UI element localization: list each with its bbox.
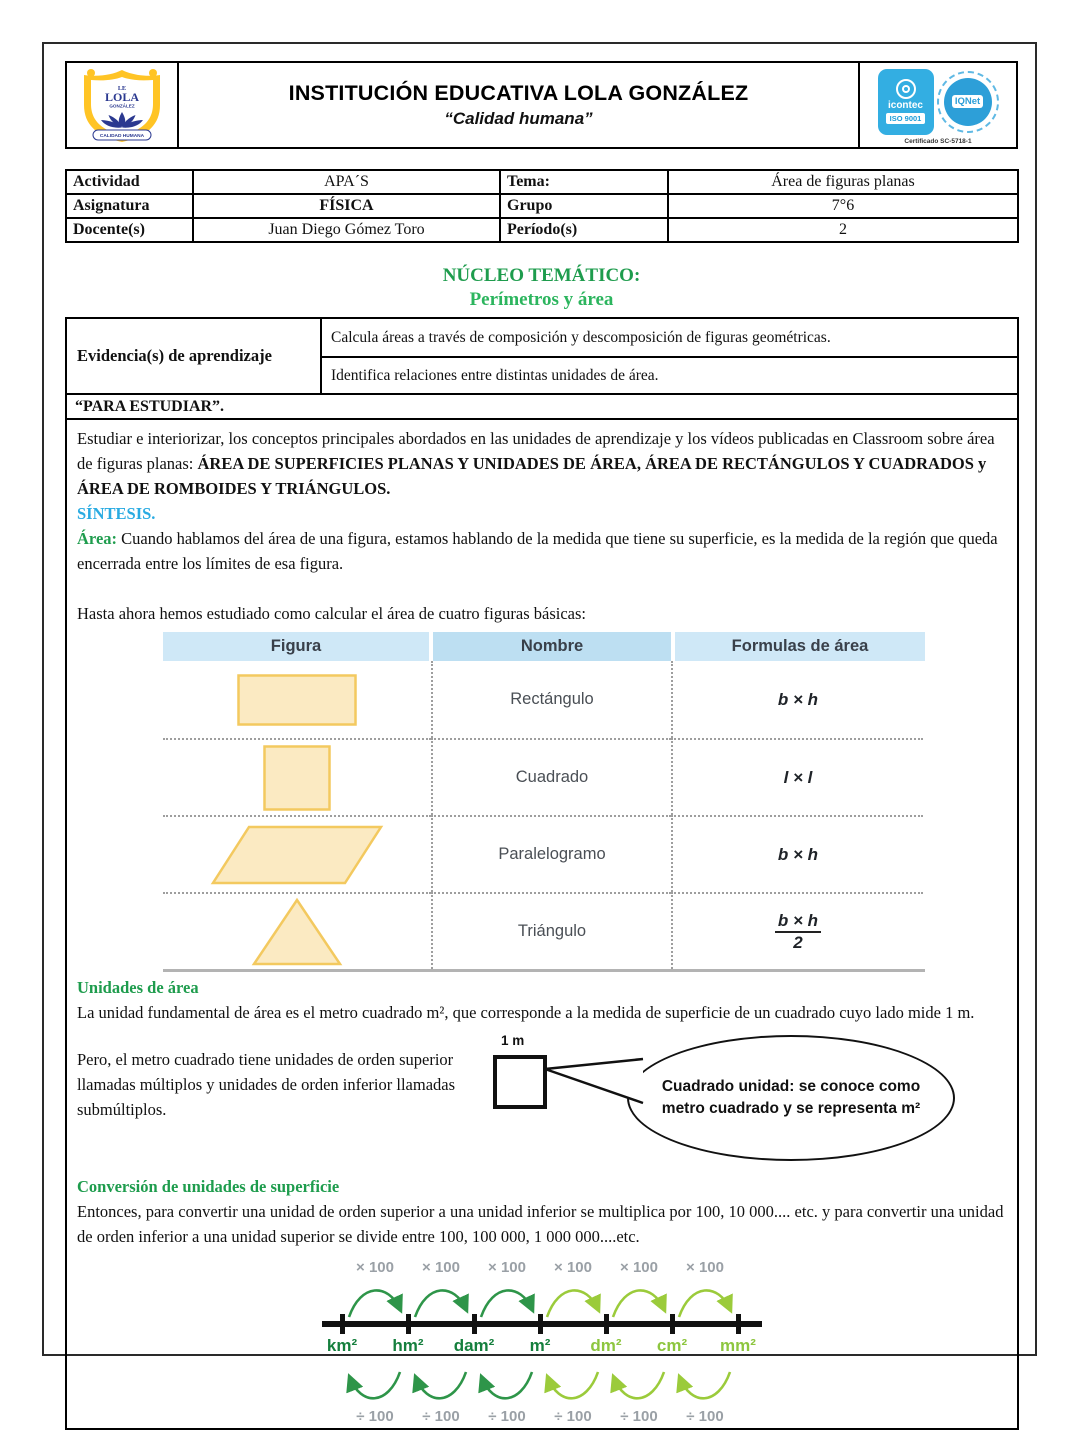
basics-line: Hasta ahora hemos estudiado como calcular el área de cuatro figuras básicas: xyxy=(77,604,586,623)
unidades-paragraph-1: La unidad fundamental de área es el metro cuadrado m², que corresponde a la medida de superficie de un cuadrado cuyo lado mide 1 m. xyxy=(77,1003,975,1022)
number-line xyxy=(322,1321,762,1327)
unit-label: dm² xyxy=(590,1336,622,1355)
evidence-label: Evidencia(s) de aprendizaje xyxy=(67,319,322,393)
divide-label: ÷ 100 xyxy=(686,1408,724,1425)
fraction-numerator: b × h xyxy=(775,911,821,933)
unit-label: mm² xyxy=(720,1336,756,1355)
parallelogram-shape-icon xyxy=(211,825,383,885)
nucleo-title: NÚCLEO TEMÁTICO: xyxy=(442,265,641,286)
figure-formula: l × l xyxy=(671,738,923,815)
thematic-core-heading xyxy=(65,265,1018,311)
table-row xyxy=(66,194,1018,218)
figures-formulas-table xyxy=(163,632,925,972)
figure-name: Rectángulo xyxy=(431,661,671,738)
divide-label: ÷ 100 xyxy=(422,1408,460,1425)
evidence-item: Identifica relaciones entre distintas unidades de área. xyxy=(322,356,1017,393)
info-label: Período(s) xyxy=(500,218,668,242)
divide-label: ÷ 100 xyxy=(356,1408,394,1425)
evidence-table xyxy=(65,317,1019,395)
table-row xyxy=(66,218,1018,242)
table-row xyxy=(66,170,1018,194)
info-label: Actividad xyxy=(66,170,193,194)
figure-name: Paralelogramo xyxy=(431,815,671,892)
table-row xyxy=(163,815,925,892)
triangle-shape-icon xyxy=(251,897,343,967)
unit-square-section xyxy=(77,1033,1007,1165)
intro-text: Estudiar e interiorizar, los conceptos principales abordados en las unidades de aprendizaje y los vídeos publicadas en Classroom sobre área de figuras planas: xyxy=(77,429,995,473)
unit-square-icon xyxy=(493,1055,547,1109)
iqnet-label: IQNet xyxy=(952,95,983,108)
unit-label: hm² xyxy=(392,1336,424,1355)
square-side-label: 1 m xyxy=(501,1033,525,1048)
certificate-number: Certificado SC-5718-1 xyxy=(904,137,972,145)
nucleo-subtitle: Perímetros y área xyxy=(469,289,614,310)
intro-topics-bold: ÁREA DE SUPERFICIES PLANAS Y UNIDADES DE ÁREA, ÁREA DE RECTÁNGULOS Y CUADRADOS y ÁREA DE ROMBOIDES Y TRIÁNGULOS. xyxy=(77,454,987,498)
institution-name: INSTITUCIÓN EDUCATIVA LOLA GONZÁLEZ xyxy=(288,81,749,105)
figure-formula: b × h xyxy=(671,815,923,892)
unit-square-diagram xyxy=(485,1033,1007,1165)
info-value: 2 xyxy=(668,218,1018,242)
divide-label: ÷ 100 xyxy=(620,1408,658,1425)
study-content-box xyxy=(65,420,1019,1430)
fraction-denominator: 2 xyxy=(793,932,803,952)
unit-label: dam² xyxy=(453,1336,495,1355)
rectangle-shape-icon xyxy=(237,674,357,726)
conversion-paragraph: Entonces, para convertir una unidad de orden superior a una unidad inferior se multiplica por 100, 10 000.... etc. y para convertir una unidad de orden inferior a una unidad superior se divide entre 100, 100 000, 1 000 000....etc. xyxy=(77,1202,1004,1246)
crest-name-text: LOLA xyxy=(104,90,140,104)
figure-name: Cuadrado xyxy=(431,738,671,815)
area-label: Área: xyxy=(77,529,118,548)
square-shape-icon xyxy=(263,745,331,811)
multiply-label: × 100 xyxy=(686,1259,724,1276)
info-value: Área de figuras planas xyxy=(668,170,1018,194)
document-header xyxy=(65,61,1018,149)
column-header: Figura xyxy=(163,632,429,661)
multiply-label: × 100 xyxy=(620,1259,658,1276)
multiply-label: × 100 xyxy=(422,1259,460,1276)
crest-banner-text: CALIDAD HUMANA xyxy=(99,134,145,139)
table-row xyxy=(163,661,925,738)
iso9001-label: ISO 9001 xyxy=(886,113,926,124)
info-label: Grupo xyxy=(500,194,668,218)
info-label: Asignatura xyxy=(66,194,193,218)
divide-arrows-icon xyxy=(322,1364,762,1408)
figures-table-header xyxy=(163,632,925,661)
speech-bubble xyxy=(627,1035,955,1161)
table-row xyxy=(163,738,925,815)
speech-bubble-text: Cuadrado unidad: se conoce como metro cuadrado y se representa m² xyxy=(661,1078,921,1117)
conversion-heading: Conversión de unidades de superficie xyxy=(77,1177,340,1196)
area-text: Cuando hablamos del área de una figura, estamos hablando de la medida que tiene su superficie, es la medida de la región que queda encerrada entre los límites de esa figura. xyxy=(77,529,998,573)
info-value: 7°6 xyxy=(668,194,1018,218)
divide-label: ÷ 100 xyxy=(488,1408,526,1425)
unit-labels-row xyxy=(322,1336,762,1364)
multiply-label: × 100 xyxy=(554,1259,592,1276)
icontec-spiral-icon xyxy=(896,79,916,99)
multiply-label: × 100 xyxy=(488,1259,526,1276)
sintesis-heading: SÍNTESIS. xyxy=(77,504,156,523)
page-border xyxy=(42,42,1037,1425)
info-label: Tema: xyxy=(500,170,668,194)
school-crest-icon xyxy=(76,65,168,145)
figure-formula-fraction xyxy=(775,911,821,952)
speech-bubble-tail-icon xyxy=(543,1057,645,1113)
info-label: Docente(s) xyxy=(66,218,193,242)
info-value: FÍSICA xyxy=(193,194,500,218)
institution-motto: “Calidad humana” xyxy=(444,109,593,128)
school-logo xyxy=(67,63,179,147)
para-estudiar-heading: “PARA ESTUDIAR”. xyxy=(65,395,1019,420)
multiply-label: × 100 xyxy=(356,1259,394,1276)
unit-label: cm² xyxy=(656,1336,688,1355)
study-intro-paragraph xyxy=(77,426,1007,501)
area-definition-paragraph xyxy=(77,526,1007,576)
unit-label: km² xyxy=(326,1336,358,1355)
divide-labels-row xyxy=(322,1408,762,1428)
icontec-iso9001-badge xyxy=(878,69,934,135)
activity-info-table xyxy=(65,169,1019,243)
certification-logos xyxy=(858,63,1016,147)
figure-name: Triángulo xyxy=(431,892,671,969)
multiply-labels-row xyxy=(322,1259,762,1279)
unit-label: m² xyxy=(529,1336,551,1355)
crest-top-text: I.E xyxy=(117,85,127,92)
iqnet-ring-icon xyxy=(944,78,992,126)
divide-label: ÷ 100 xyxy=(554,1408,592,1425)
unidades-heading: Unidades de área xyxy=(77,978,199,997)
unidades-paragraph-2: Pero, el metro cuadrado tiene unidades de orden superior llamadas múltiplos y unidades de orden inferior llamadas submúltiplos. xyxy=(77,1050,456,1119)
unit-conversion-diagram xyxy=(322,1259,762,1428)
column-header: Nombre xyxy=(433,632,671,661)
icontec-label: icontec xyxy=(887,100,923,111)
column-header: Formulas de área xyxy=(675,632,925,661)
evidence-item: Calcula áreas a través de composición y descomposición de figuras geométricas. xyxy=(331,328,831,346)
figure-formula: b × h xyxy=(671,661,923,738)
info-value: APA´S xyxy=(193,170,500,194)
crest-surname-text: GONZÁLEZ xyxy=(109,103,135,109)
iqnet-badge xyxy=(937,71,999,133)
table-row xyxy=(163,892,925,969)
info-value: Juan Diego Gómez Toro xyxy=(193,218,500,242)
